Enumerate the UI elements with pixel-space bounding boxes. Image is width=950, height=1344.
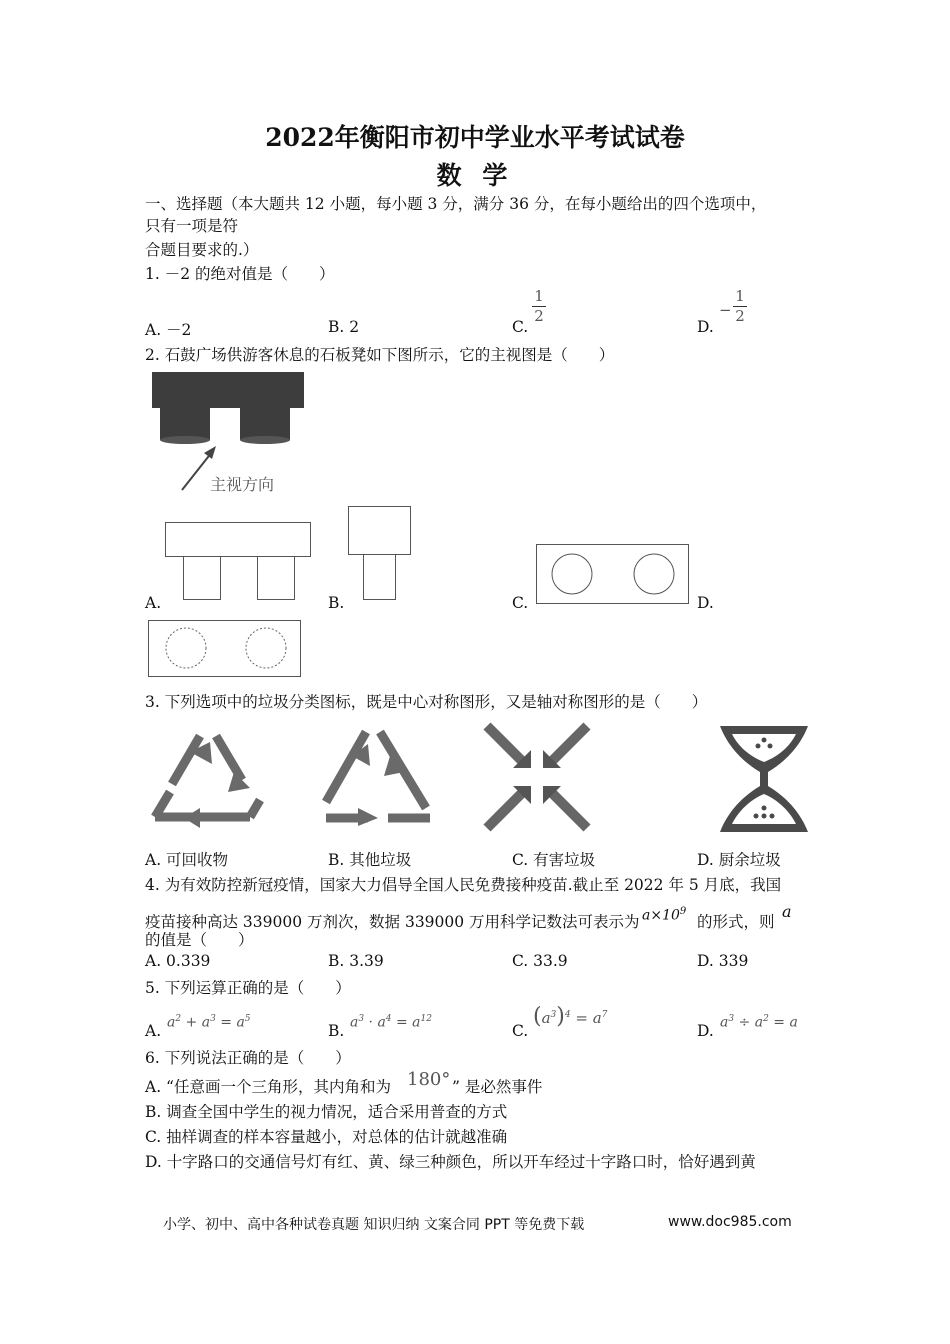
q2-option-c: C. [512, 594, 529, 612]
q3-option-d: D. 厨余垃圾 [697, 851, 781, 869]
footer-text: 小学、初中、高中各种试卷真题 知识归纳 文案合同 PPT 等免费下载 [163, 1217, 585, 1233]
q5-option-d: D. [697, 1022, 714, 1040]
exam-title: 2022年衡阳市初中学业水平考试试卷 [265, 123, 685, 152]
q1-d-denominator: 2 [735, 307, 745, 325]
q4-option-a: A. 0.339 [145, 952, 211, 970]
q6-stem: 6. 下列说法正确的是（ ） [145, 1049, 351, 1067]
q3-option-c: C. 有害垃圾 [512, 851, 596, 869]
q1-option-a: A. －2 [145, 321, 192, 339]
q1-d-fraction [733, 288, 747, 325]
q3-option-b: B. 其他垃圾 [328, 851, 412, 869]
q2-option-a-figure [165, 522, 315, 604]
q1-c-fraction [532, 288, 546, 325]
q5-option-a-formula: $a^2 + a^3 = a^5$ [167, 1014, 251, 1031]
q4-variable: a [782, 902, 792, 921]
q1-stem: 1. －2 的绝对值是（ ） [145, 265, 335, 283]
q1-option-d: D. [697, 318, 714, 336]
q4-option-d: D. 339 [697, 952, 749, 970]
q2-option-a: A. [145, 594, 162, 612]
q1-option-c: C. [512, 318, 529, 336]
q3-stem: 3. 下列选项中的垃圾分类图标，既是中心对称图形，又是轴对称图形的是（ ） [145, 693, 708, 711]
q4-line1: 4. 为有效防控新冠疫情，国家大力倡导全国人民免费接种疫苗.截止至 2022 年 5 月底，我国 [145, 876, 782, 894]
q4-line2b: 的形式，则 [697, 913, 775, 931]
q4-line3: 的值是（ ） [145, 931, 254, 949]
q1-d-minus: − [719, 301, 732, 319]
other-waste-icon [318, 722, 436, 834]
q2-option-c-figure [536, 544, 691, 606]
q1-c-numerator: 1 [534, 287, 544, 305]
q1-c-denominator: 2 [534, 307, 544, 325]
q5-option-c-formula: $(a^3)^4 = a^7$ [533, 1004, 608, 1029]
q6-option-a-part1: A. “任意画一个三角形，其内角和为 [145, 1078, 391, 1096]
recyclable-icon [150, 722, 265, 832]
q6-option-c: C. 抽样调查的样本容量越小，对总体的估计就越准确 [145, 1128, 508, 1146]
q2-option-d: D. [697, 594, 714, 612]
q6-option-d: D. 十字路口的交通信号灯有红、黄、绿三种颜色，所以开车经过十字路口时，恰好遇到黄 [145, 1153, 756, 1171]
q1-d-numerator: 1 [735, 287, 745, 305]
hazardous-waste-icon [483, 722, 591, 832]
q4-line2a: 疫苗接种高达 339000 万剂次，数据 339000 万用科学记数法可表示为 [145, 913, 640, 931]
q5-option-b: B. [328, 1022, 345, 1040]
section-intro-line1: 一、选择题（本大题共 12 小题，每小题 3 分，满分 36 分，在每小题给出的四个选项中， [145, 195, 767, 213]
footer-url[interactable]: www.doc985.com [668, 1214, 792, 1230]
q2-option-b-figure [348, 506, 418, 604]
kitchen-waste-icon [718, 722, 810, 836]
q6-option-a-part2: ” 是必然事件 [452, 1078, 543, 1096]
q5-option-a: A. [145, 1022, 162, 1040]
q4-option-c: C. 33.9 [512, 952, 568, 970]
q5-option-d-formula: $a^3 \div a^2 = a$ [720, 1014, 798, 1031]
section-intro-line2: 只有一项是符 [145, 217, 239, 235]
q2-option-b: B. [328, 594, 345, 612]
subject-title: 数 学 [436, 161, 514, 190]
q4-expression [642, 906, 686, 924]
view-direction-label: 主视方向 [210, 475, 275, 494]
q5-option-c: C. [512, 1022, 529, 1040]
q1-option-b: B. 2 [328, 318, 360, 336]
q4-expr-base: a×10 [642, 907, 680, 924]
q4-expr-exponent: 9 [679, 906, 687, 917]
q2-option-d-figure [148, 620, 303, 680]
q3-option-a: A. 可回收物 [145, 851, 229, 869]
q5-stem: 5. 下列运算正确的是（ ） [145, 979, 351, 997]
q5-option-b-formula: $a^3 \cdot a^4 = a^{12}$ [350, 1014, 432, 1031]
q4-option-b: B. 3.39 [328, 952, 384, 970]
q2-stem: 2. 石鼓广场供游客休息的石板凳如下图所示，它的主视图是（ ） [145, 346, 615, 364]
q6-option-a-value: 180° [407, 1069, 451, 1090]
section-intro-line3: 合题目要求的.） [145, 241, 259, 259]
q6-option-b: B. 调查全国中学生的视力情况，适合采用普查的方式 [145, 1103, 508, 1121]
